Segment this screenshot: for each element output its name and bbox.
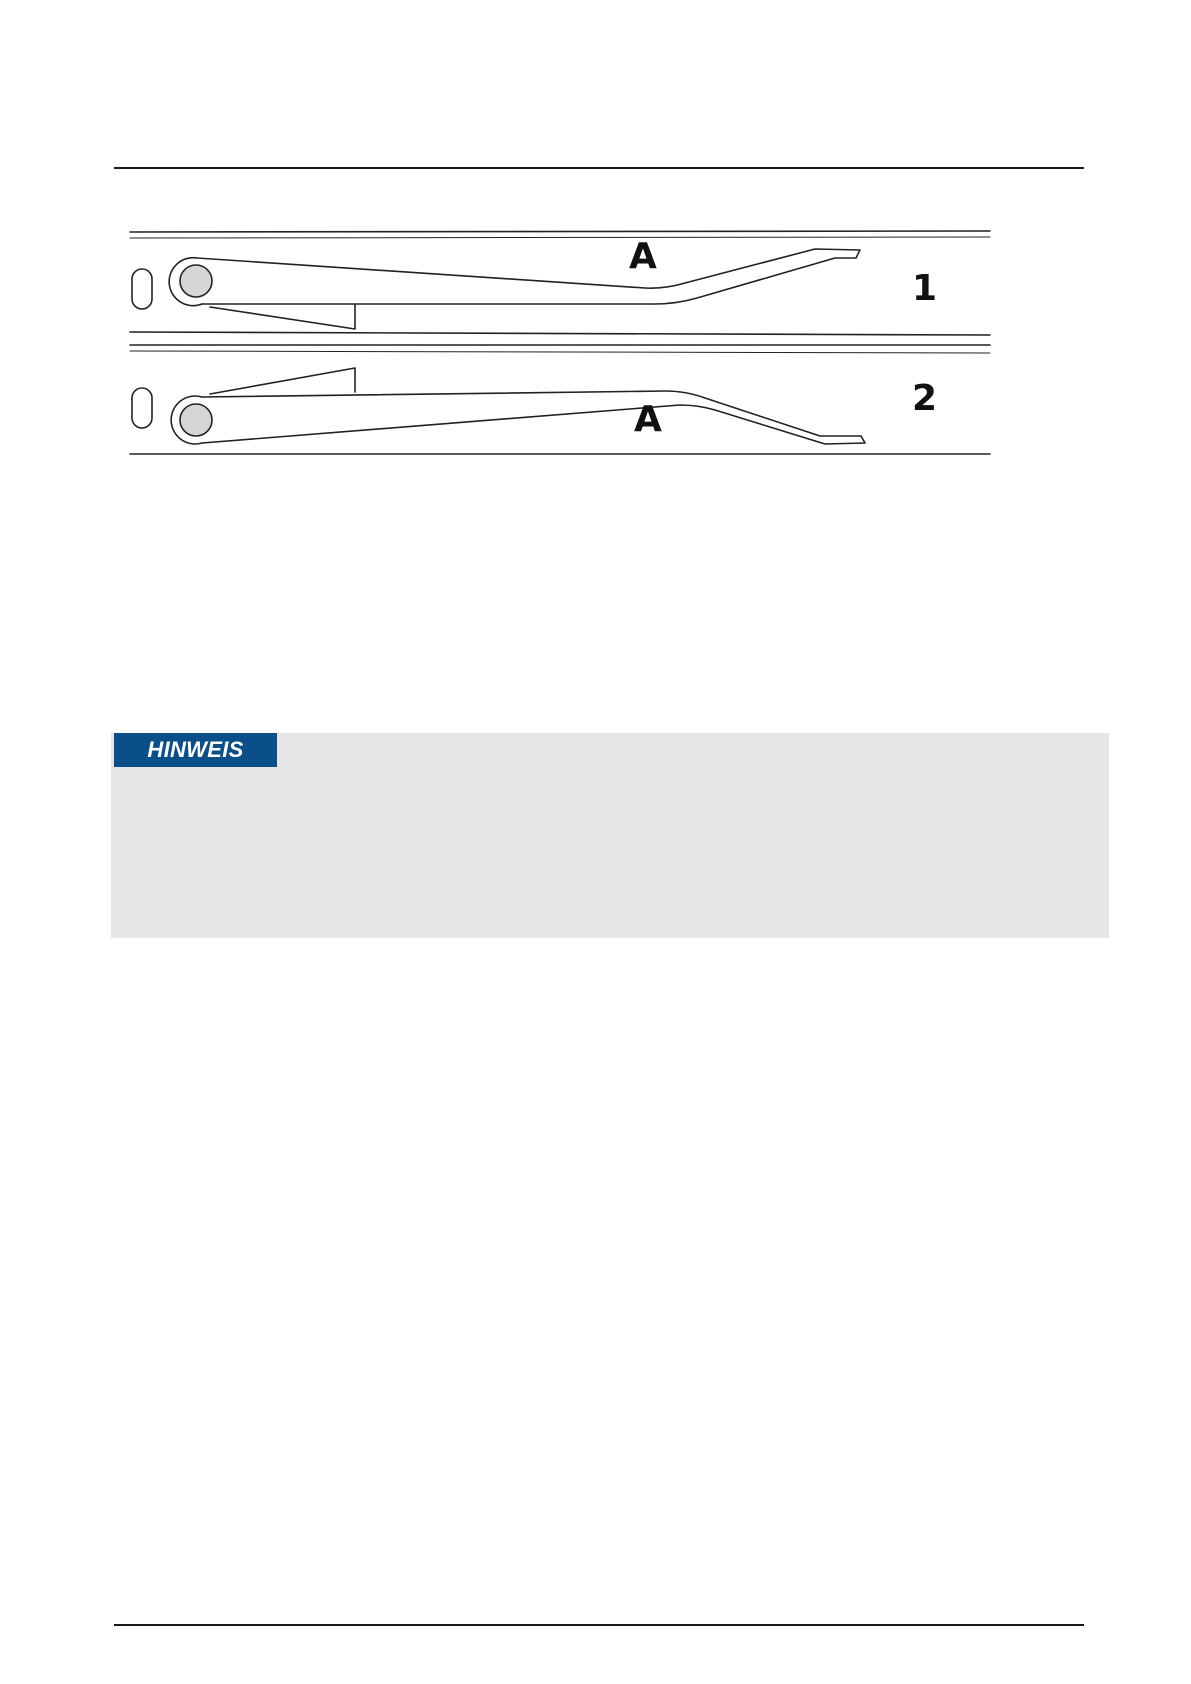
upper-lever-outline [197, 249, 860, 304]
lower-pivot-pin [180, 404, 212, 436]
lower-lever-bracket [210, 368, 355, 394]
label-position-two: 2 [912, 378, 938, 419]
upper-rail-top-edge [130, 231, 990, 232]
upper-rail-bottom-edge [130, 332, 990, 335]
label-a-upper: A [629, 236, 657, 277]
label-position-one: 1 [912, 268, 938, 309]
rail-lever-drawing [120, 225, 1000, 460]
upper-rail-top-inner-edge [130, 237, 990, 238]
upper-pivot-pin [180, 265, 212, 297]
upper-lever-bracket [210, 305, 355, 329]
upper-slot [132, 269, 152, 309]
notice-badge: HINWEIS [114, 733, 277, 767]
lower-rail-top-edge [130, 351, 990, 353]
lower-lever-outline [202, 391, 865, 444]
label-a-lower: A [634, 399, 662, 440]
rail-lever-diagram [120, 225, 1000, 460]
notice-box [111, 733, 1109, 938]
lower-slot [132, 388, 152, 428]
footer-rule [114, 1624, 1084, 1626]
header-rule [114, 167, 1084, 169]
